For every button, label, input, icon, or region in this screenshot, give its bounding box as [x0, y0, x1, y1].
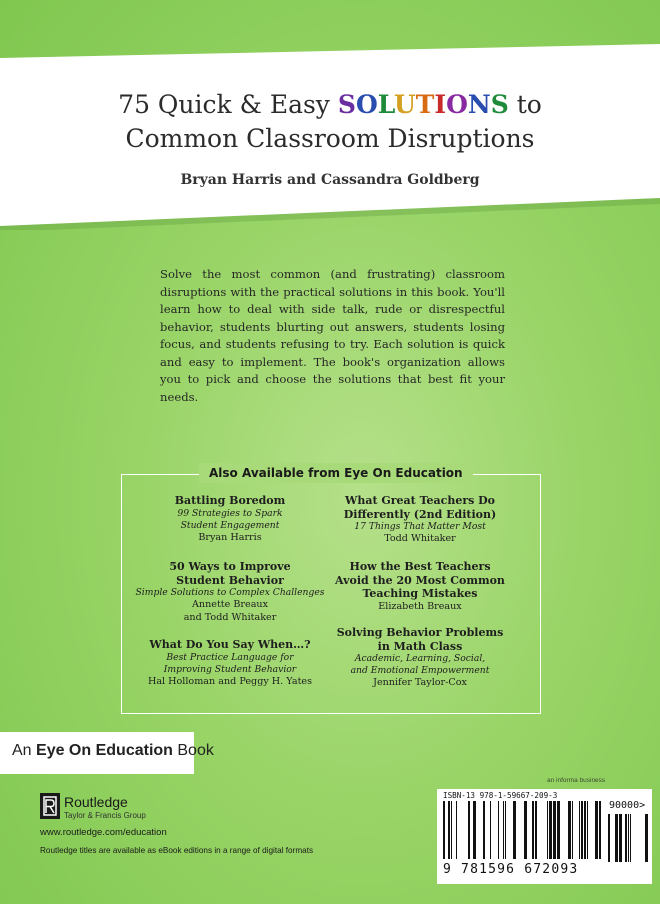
- related-book: [135, 494, 325, 544]
- book-subtitle-line: Improving Student Behavior: [163, 663, 297, 675]
- sol-letter: N: [467, 90, 491, 119]
- book-title-line: Teaching Mistakes: [362, 587, 478, 600]
- barcode-bar: [572, 801, 573, 859]
- barcode-bar: [503, 801, 504, 859]
- book-author-line: Jennifer Taylor-Cox: [373, 677, 467, 688]
- barcode-bar: [451, 801, 452, 859]
- barcode-bar: [456, 801, 457, 859]
- barcode-bar: [547, 801, 548, 859]
- barcode-bar: [625, 814, 627, 862]
- book-author-line: Elizabeth Breaux: [378, 600, 462, 612]
- title-suffix: to: [508, 90, 542, 119]
- book-author-line: Todd Whitaker: [384, 533, 456, 544]
- barcode-bar: [587, 801, 588, 859]
- price-barcode: [608, 814, 648, 862]
- barcode-bar: [443, 801, 445, 859]
- series-prefix: An: [12, 742, 37, 759]
- barcode-bar: [645, 814, 648, 862]
- book-title-line: 50 Ways to Improve: [169, 560, 291, 573]
- barcode-bar: [619, 814, 622, 862]
- ebook-note: Routledge titles are available as eBook editions in a range of digital formats: [40, 846, 314, 855]
- book-title-line: How the Best Teachers: [349, 560, 491, 573]
- related-book: [135, 638, 325, 688]
- publisher-url: www.routledge.com/education: [40, 827, 167, 838]
- related-book: [135, 560, 325, 624]
- barcode-bar: [483, 801, 485, 859]
- publisher-name: Routledge: [64, 794, 128, 810]
- book-title-line: Avoid the 20 Most Common: [335, 573, 505, 587]
- series-label-bar: [0, 732, 214, 774]
- barcode-bar: [532, 801, 534, 859]
- book-author-line: Bryan Harris: [198, 531, 262, 543]
- barcode-bar: [524, 801, 527, 859]
- sol-letter: O: [446, 90, 468, 119]
- barcode-digits: 9 781596 672093: [443, 862, 579, 877]
- book-subtitle-line: 17 Things That Matter Most: [354, 521, 486, 532]
- book-title-line: Battling Boredom: [174, 494, 286, 507]
- barcode-bar: [579, 801, 580, 859]
- isbn-text: ISBN-13 978-1-59667-209-3: [443, 791, 558, 800]
- barcode-bar: [468, 801, 470, 859]
- related-book: [325, 560, 515, 613]
- barcode-bar: [628, 814, 629, 862]
- book-title-line: in Math Class: [377, 639, 463, 653]
- barcode-bar: [490, 801, 491, 859]
- book-subtitle-line: Simple Solutions to Complex Challenges: [135, 587, 325, 598]
- book-authors: Bryan Harris and Cassandra Goldberg: [180, 172, 480, 188]
- barcode-bar: [553, 801, 556, 859]
- routledge-logo-icon: [40, 793, 60, 819]
- barcode-bar: [568, 801, 571, 859]
- sol-letter: O: [355, 90, 378, 119]
- informa-business-label: an informa business: [547, 777, 606, 784]
- isbn-barcode: [443, 801, 603, 859]
- series-label: [12, 742, 214, 760]
- barcode-bar: [584, 801, 586, 859]
- book-title: [0, 88, 660, 156]
- book-author-line: and Todd Whitaker: [183, 611, 277, 623]
- barcode-bar: [595, 801, 598, 859]
- book-title-line: What Great Teachers Do: [344, 494, 496, 507]
- barcode-bar: [608, 814, 610, 862]
- book-author-line: Annette Breaux: [191, 599, 269, 610]
- related-book: [325, 626, 515, 690]
- book-title-line: What Do You Say When…?: [149, 638, 311, 651]
- book-title-line: Student Behavior: [176, 573, 284, 587]
- book-author-line: Hal Holloman and Peggy H. Yates: [147, 675, 313, 687]
- publisher-tagline: Taylor & Francis Group: [64, 811, 146, 820]
- title-line2: Common Classroom Disruptions: [125, 124, 535, 153]
- barcode-bar: [498, 801, 499, 859]
- price-code: 90000>: [609, 800, 646, 811]
- solutions-word: [338, 90, 509, 119]
- book-subtitle-line: 99 Strategies to Spark: [177, 507, 283, 519]
- book-subtitle-line: Best Practice Language for: [166, 651, 294, 663]
- barcode-bar: [599, 801, 601, 859]
- also-available-heading: Also Available from Eye On Education: [199, 463, 473, 483]
- barcode-bar: [505, 801, 506, 859]
- sol-letter: L: [377, 90, 394, 119]
- barcode-bar: [448, 801, 450, 859]
- barcode-bar: [581, 801, 583, 859]
- barcode-bar: [513, 801, 516, 859]
- book-title-line: Differently (2nd Edition): [343, 507, 497, 521]
- book-description: Solve the most common (and frustrating) classroom disruptions with the practical solutions in this book. You'll learn how to deal with side talk, rude or disrespectful behavior, students blurting out answers, students losing focus, and students refusing to try. Each solution is quick and easy to implement. The book's organization allows you to pick and choose the solutions that best fit your needs.: [160, 267, 505, 404]
- barcode-bar: [473, 801, 476, 859]
- sol-letter: S: [337, 90, 356, 119]
- sol-letter: S: [490, 90, 509, 119]
- sol-letter: I: [434, 90, 447, 119]
- barcode-bar: [615, 814, 618, 862]
- sol-letter: T: [415, 90, 435, 119]
- barcode-bar: [535, 801, 537, 859]
- sol-letter: U: [393, 90, 416, 119]
- book-subtitle-line: Academic, Learning, Social,: [354, 653, 486, 664]
- series-suffix: Book: [172, 742, 214, 759]
- series-name: Eye On Education: [36, 742, 173, 759]
- barcode-bar: [557, 801, 560, 859]
- related-book: [325, 494, 515, 546]
- barcode-panel: [437, 789, 652, 884]
- barcode-bar: [630, 814, 631, 862]
- book-subtitle-line: and Emotional Empowerment: [350, 665, 490, 676]
- barcode-bar: [549, 801, 552, 859]
- book-title-line: Solving Behavior Problems: [336, 626, 504, 639]
- title-line1: [118, 90, 542, 119]
- title-prefix: 75 Quick & Easy: [118, 90, 338, 119]
- book-subtitle-line: Student Engagement: [180, 519, 280, 531]
